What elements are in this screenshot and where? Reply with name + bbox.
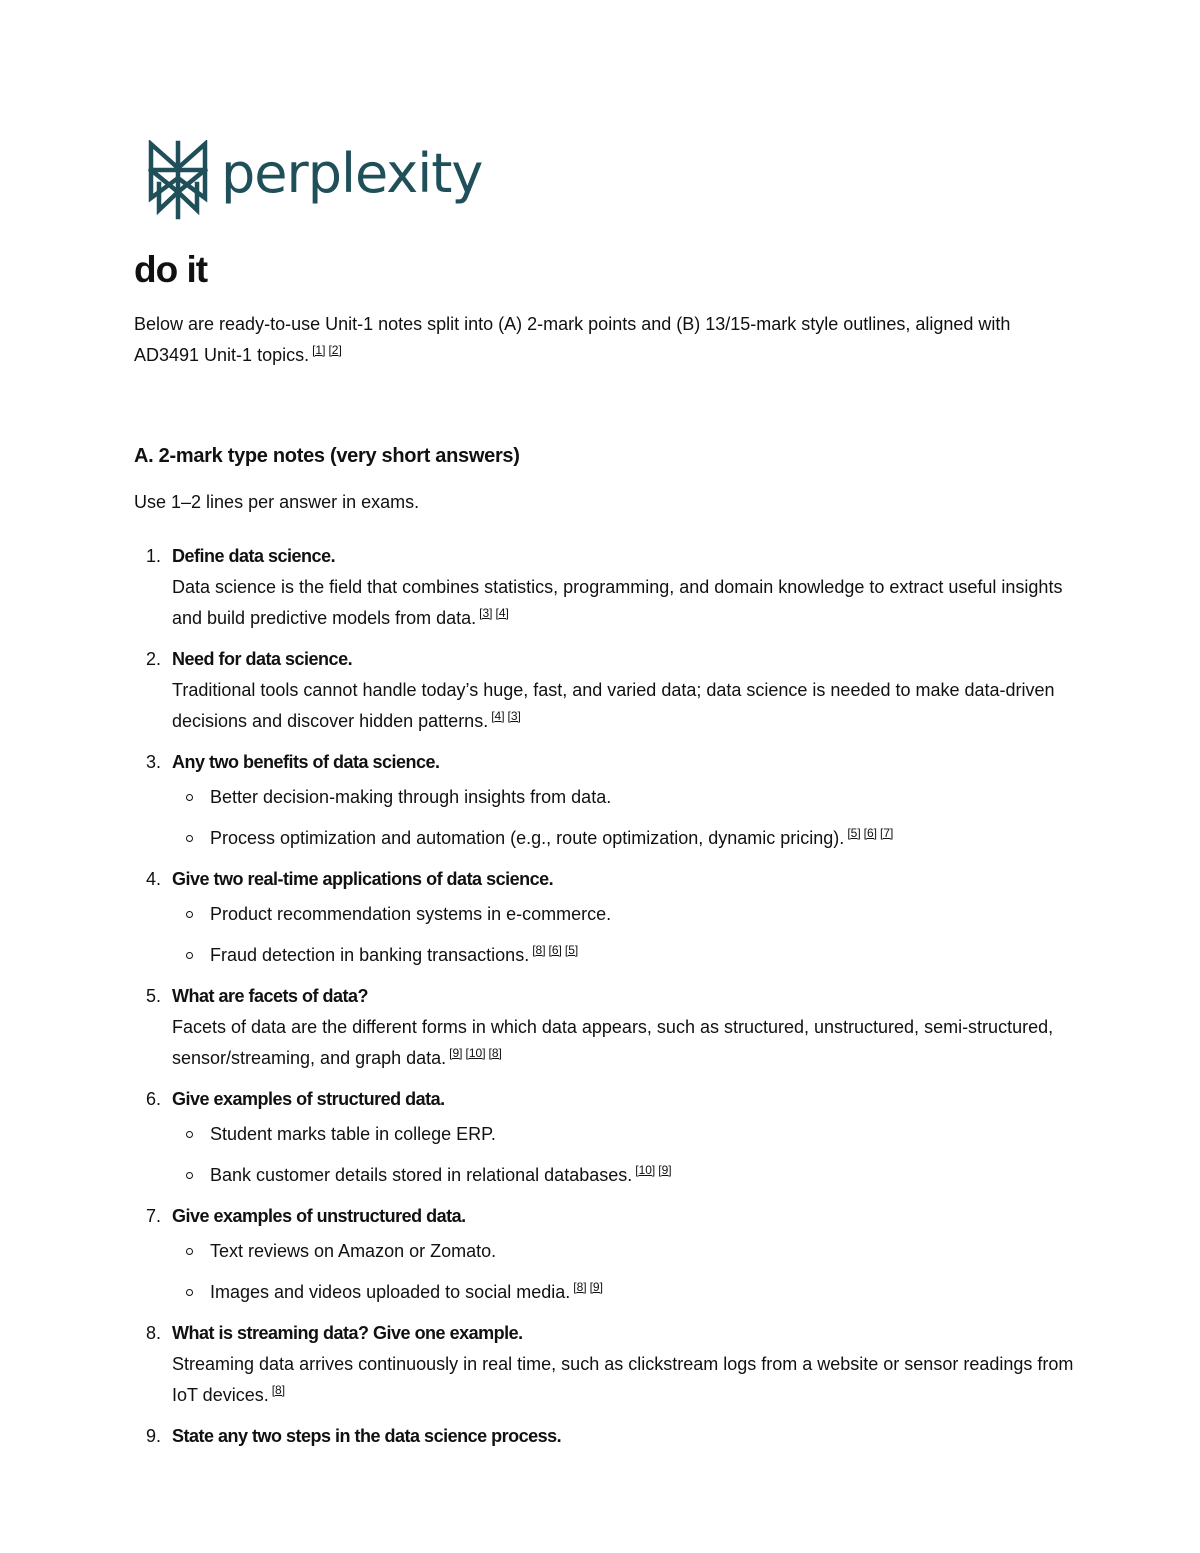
circle-bullet-icon bbox=[186, 835, 193, 842]
circle-bullet-icon bbox=[186, 952, 193, 959]
citation-link[interactable]: [4] bbox=[495, 606, 509, 620]
item-number: 1. bbox=[146, 546, 162, 566]
perplexity-logo bbox=[145, 140, 482, 220]
list-item bbox=[134, 1421, 1074, 1452]
citation-link[interactable]: [4] bbox=[491, 709, 505, 723]
item-number: 3. bbox=[146, 752, 162, 772]
intro-paragraph bbox=[134, 309, 1074, 371]
citation-link[interactable]: [1] bbox=[312, 343, 326, 357]
citation-link[interactable]: [9] bbox=[658, 1163, 672, 1177]
item-number: 2. bbox=[146, 649, 162, 669]
citation-link[interactable]: [8] bbox=[532, 943, 546, 957]
document-content bbox=[134, 246, 1074, 1462]
item-number: 6. bbox=[146, 1089, 162, 1109]
item-answer bbox=[172, 1012, 1074, 1074]
item-question: What are facets of data? bbox=[172, 986, 369, 1006]
page-title: do it bbox=[134, 249, 208, 290]
answer-text: Facets of data are the different forms in which data appears, such as structured, unstructured, semi-structured, sensor/streaming, and graph data. bbox=[172, 1017, 1054, 1068]
sub-list-item: Better decision-making through insights from data. bbox=[172, 782, 1074, 813]
item-number: 9. bbox=[146, 1426, 162, 1446]
list-item bbox=[134, 747, 1074, 854]
intro-text: Below are ready-to-use Unit-1 notes split into (A) 2-mark points and (B) 13/15-mark style outlines, aligned with AD3491 Unit-1 topics. bbox=[134, 314, 1011, 365]
sub-list-item: Text reviews on Amazon or Zomato. bbox=[172, 1236, 1074, 1267]
list-item bbox=[134, 541, 1074, 634]
item-question: What is streaming data? Give one example. bbox=[172, 1323, 523, 1343]
logo-wordmark: perplexity bbox=[221, 142, 483, 205]
item-answer bbox=[172, 1349, 1074, 1411]
sub-list-item: Student marks table in college ERP. bbox=[172, 1119, 1074, 1150]
item-question: State any two steps in the data science process. bbox=[172, 1426, 562, 1446]
citation-link[interactable]: [3] bbox=[479, 606, 493, 620]
sub-list bbox=[172, 1236, 1074, 1308]
item-question: Give examples of unstructured data. bbox=[172, 1206, 466, 1226]
answer-text: Streaming data arrives continuously in real time, such as clickstream logs from a website or sensor readings from IoT devices. bbox=[172, 1354, 1074, 1405]
citation-link[interactable]: [6] bbox=[548, 943, 562, 957]
sub-list bbox=[172, 1119, 1074, 1191]
sub-list-item: Bank customer details stored in relational databases. [10] [9] bbox=[172, 1160, 1074, 1191]
item-number: 8. bbox=[146, 1323, 162, 1343]
sub-list-item: Product recommendation systems in e-commerce. bbox=[172, 899, 1074, 930]
citation-link[interactable]: [2] bbox=[328, 343, 342, 357]
sub-list bbox=[172, 782, 1074, 854]
circle-bullet-icon bbox=[186, 1289, 193, 1296]
question-list bbox=[134, 541, 1074, 1452]
citation-link[interactable]: [5] bbox=[847, 826, 861, 840]
list-item bbox=[134, 1084, 1074, 1191]
item-question: Any two benefits of data science. bbox=[172, 752, 440, 772]
list-item bbox=[134, 1201, 1074, 1308]
item-question: Define data science. bbox=[172, 546, 336, 566]
section-heading: A. 2-mark type notes (very short answers) bbox=[134, 445, 520, 467]
circle-bullet-icon bbox=[186, 794, 193, 801]
sub-list-item: Images and videos uploaded to social media. [8] [9] bbox=[172, 1277, 1074, 1308]
list-item bbox=[134, 864, 1074, 971]
citation-link[interactable]: [6] bbox=[863, 826, 877, 840]
item-question: Give two real-time applications of data science. bbox=[172, 869, 554, 889]
item-answer bbox=[172, 572, 1074, 634]
item-question: Need for data science. bbox=[172, 649, 353, 669]
citation-link[interactable]: [10] bbox=[635, 1163, 656, 1177]
item-number: 5. bbox=[146, 986, 162, 1006]
citation-link[interactable]: [7] bbox=[880, 826, 894, 840]
citation-link[interactable]: [9] bbox=[449, 1046, 463, 1060]
list-item bbox=[134, 644, 1074, 737]
citation-link[interactable]: [8] bbox=[488, 1046, 502, 1060]
item-number: 7. bbox=[146, 1206, 162, 1226]
citation-link[interactable]: [8] bbox=[573, 1280, 587, 1294]
list-item bbox=[134, 1318, 1074, 1411]
citation-link[interactable]: [9] bbox=[589, 1280, 603, 1294]
answer-text: Data science is the field that combines statistics, programming, and domain knowledge to extract useful insights and build predictive models from data. bbox=[172, 577, 1063, 628]
sub-list-item: Fraud detection in banking transactions. [8] [6] [5] bbox=[172, 940, 1074, 971]
circle-bullet-icon bbox=[186, 1131, 193, 1138]
citation-link[interactable]: [3] bbox=[507, 709, 521, 723]
perplexity-logo-icon bbox=[145, 140, 211, 220]
answer-text: Traditional tools cannot handle today’s huge, fast, and varied data; data science is needed to make data-driven decisions and discover hidden patterns. bbox=[172, 680, 1055, 731]
item-question: Give examples of structured data. bbox=[172, 1089, 445, 1109]
item-number: 4. bbox=[146, 869, 162, 889]
list-item bbox=[134, 981, 1074, 1074]
citation-link[interactable]: [8] bbox=[271, 1383, 286, 1397]
citation-link[interactable]: [5] bbox=[564, 943, 579, 957]
sub-list-item: Process optimization and automation (e.g., route optimization, dynamic pricing). [5] [6] [7] bbox=[172, 823, 1074, 854]
item-answer bbox=[172, 675, 1074, 737]
circle-bullet-icon bbox=[186, 911, 193, 918]
sub-list bbox=[172, 899, 1074, 971]
circle-bullet-icon bbox=[186, 1248, 193, 1255]
citation-link[interactable]: [10] bbox=[465, 1046, 486, 1060]
circle-bullet-icon bbox=[186, 1172, 193, 1179]
section-note: Use 1–2 lines per answer in exams. bbox=[134, 492, 420, 512]
